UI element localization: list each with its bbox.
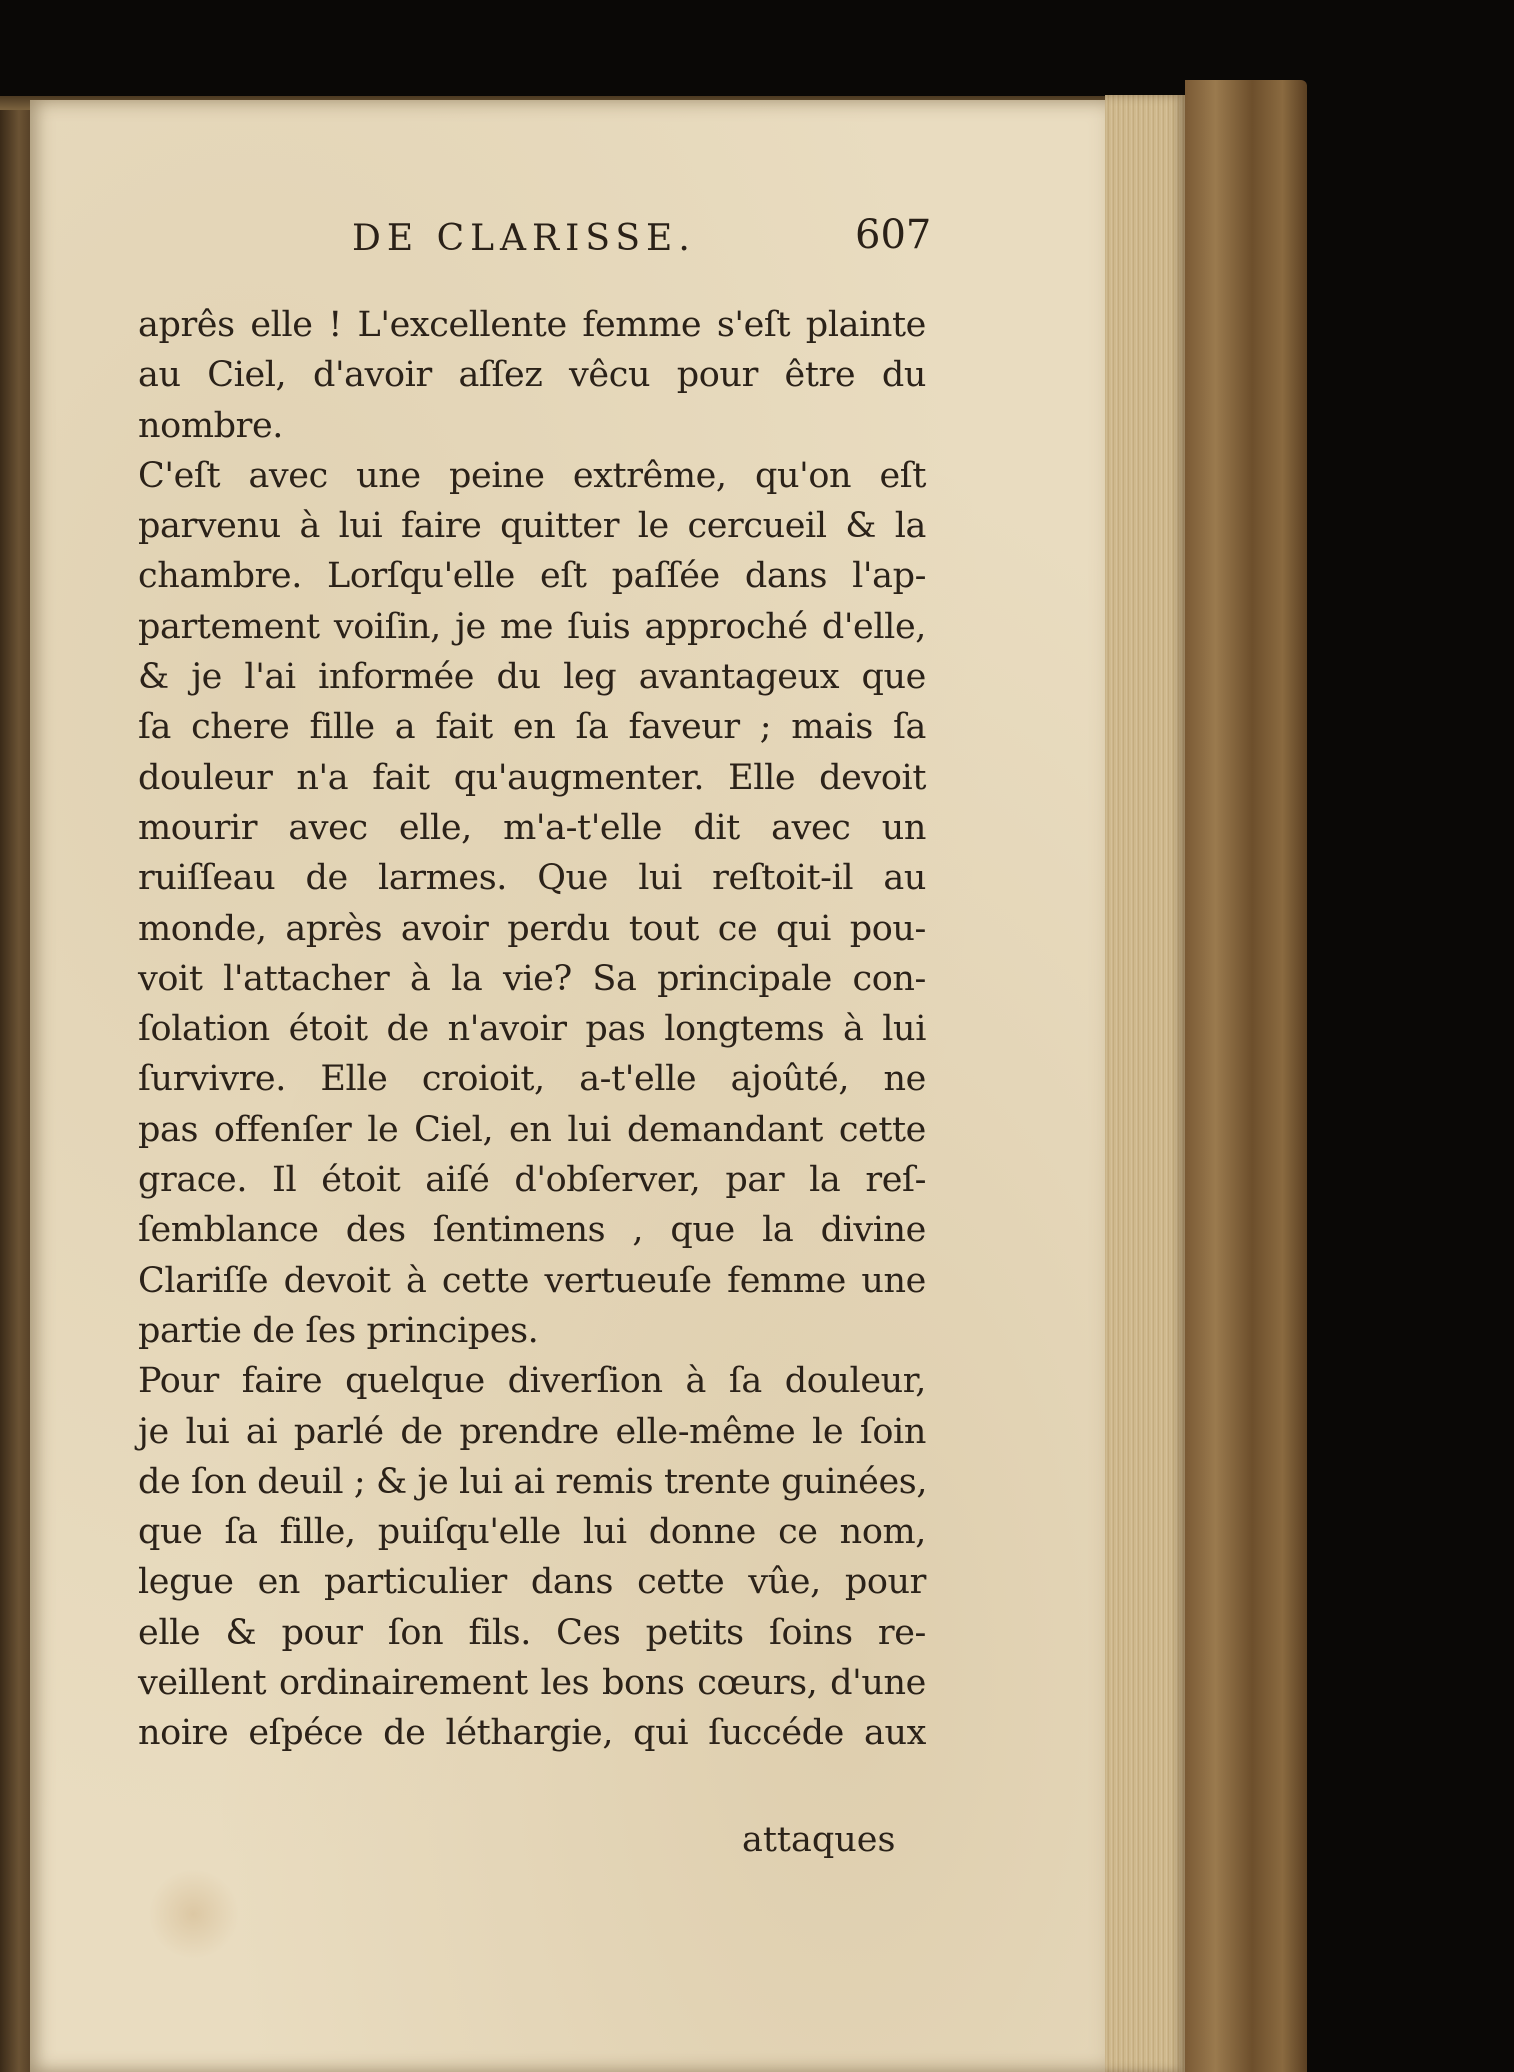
text-line: legue en particulier dans cette vûe, pour [138, 1562, 926, 1603]
text-line: veillent ordinairement les bons cœurs, d'une [138, 1663, 926, 1704]
text-line: nombre. [138, 405, 283, 446]
text-line: chambre. Lorſqu'elle eſt paſſée dans l'ap- [138, 556, 926, 597]
text-line: douleur n'a fait qu'augmenter. Elle devoit [138, 757, 926, 798]
text-line: monde, après avoir perdu tout ce qui pou- [138, 908, 926, 949]
text-line: Pour faire quelque diverſion à ſa douleur, [138, 1361, 926, 1402]
page-number: 607 [855, 212, 932, 258]
text-line: je lui ai parlé de prendre elle-même le ſoin [138, 1411, 926, 1452]
text-line: que ſa fille, puiſqu'elle lui donne ce nom, [138, 1512, 926, 1553]
text-line: ſolation étoit de n'avoir pas longtems à lui [138, 1009, 926, 1050]
text-line: C'eſt avec une peine extrême, qu'on eſt [138, 455, 926, 496]
text-line: de ſon deuil ; & je lui ai remis trente guinées, [138, 1461, 928, 1502]
text-line: elle & pour ſon fils. Ces petits ſoins re- [138, 1612, 926, 1653]
text-line: partie de ſes principes. [138, 1310, 539, 1351]
book-binding [1185, 80, 1307, 2072]
text-line: mourir avec elle, m'a-t'elle dit avec un [138, 807, 926, 848]
text-line: & je l'ai informée du leg avantageux que [138, 657, 926, 698]
text-line: ſemblance des ſentimens , que la divine [138, 1210, 926, 1251]
text-line: parvenu à lui faire quitter le cercueil & la [138, 506, 926, 547]
text-line: aprês elle ! L'excellente femme s'eſt plainte [138, 305, 926, 345]
text-line: ſa chere fille a fait en ſa faveur ; mais ſa [138, 707, 926, 748]
running-head: DE CLARISSE. [352, 218, 696, 259]
body-text [138, 300, 926, 1759]
text-line: ſurvivre. Elle croioit, a-t'elle ajoûté, ne [138, 1059, 926, 1100]
text-line: noire eſpéce de léthargie, qui ſuccéde aux [138, 1713, 926, 1754]
text-line: pas offenſer le Ciel, en lui demandant cette [138, 1109, 926, 1150]
catchword: attaques [742, 1820, 896, 1860]
text-line: au Ciel, d'avoir aſſez vêcu pour être du [138, 355, 926, 396]
text-line: grace. Il étoit aiſé d'obſerver, par la reſ- [138, 1160, 926, 1201]
text-line: voit l'attacher à la vie? Sa principale con- [138, 958, 926, 999]
text-line: Clariſſe devoit à cette vertueuſe femme une [138, 1260, 926, 1301]
page-stack-edge [1105, 95, 1185, 2072]
text-line: partement voiſin, je me ſuis approché d'elle, [138, 606, 926, 647]
text-line: ruiſſeau de larmes. Que lui reſtoit-il au [138, 858, 926, 899]
